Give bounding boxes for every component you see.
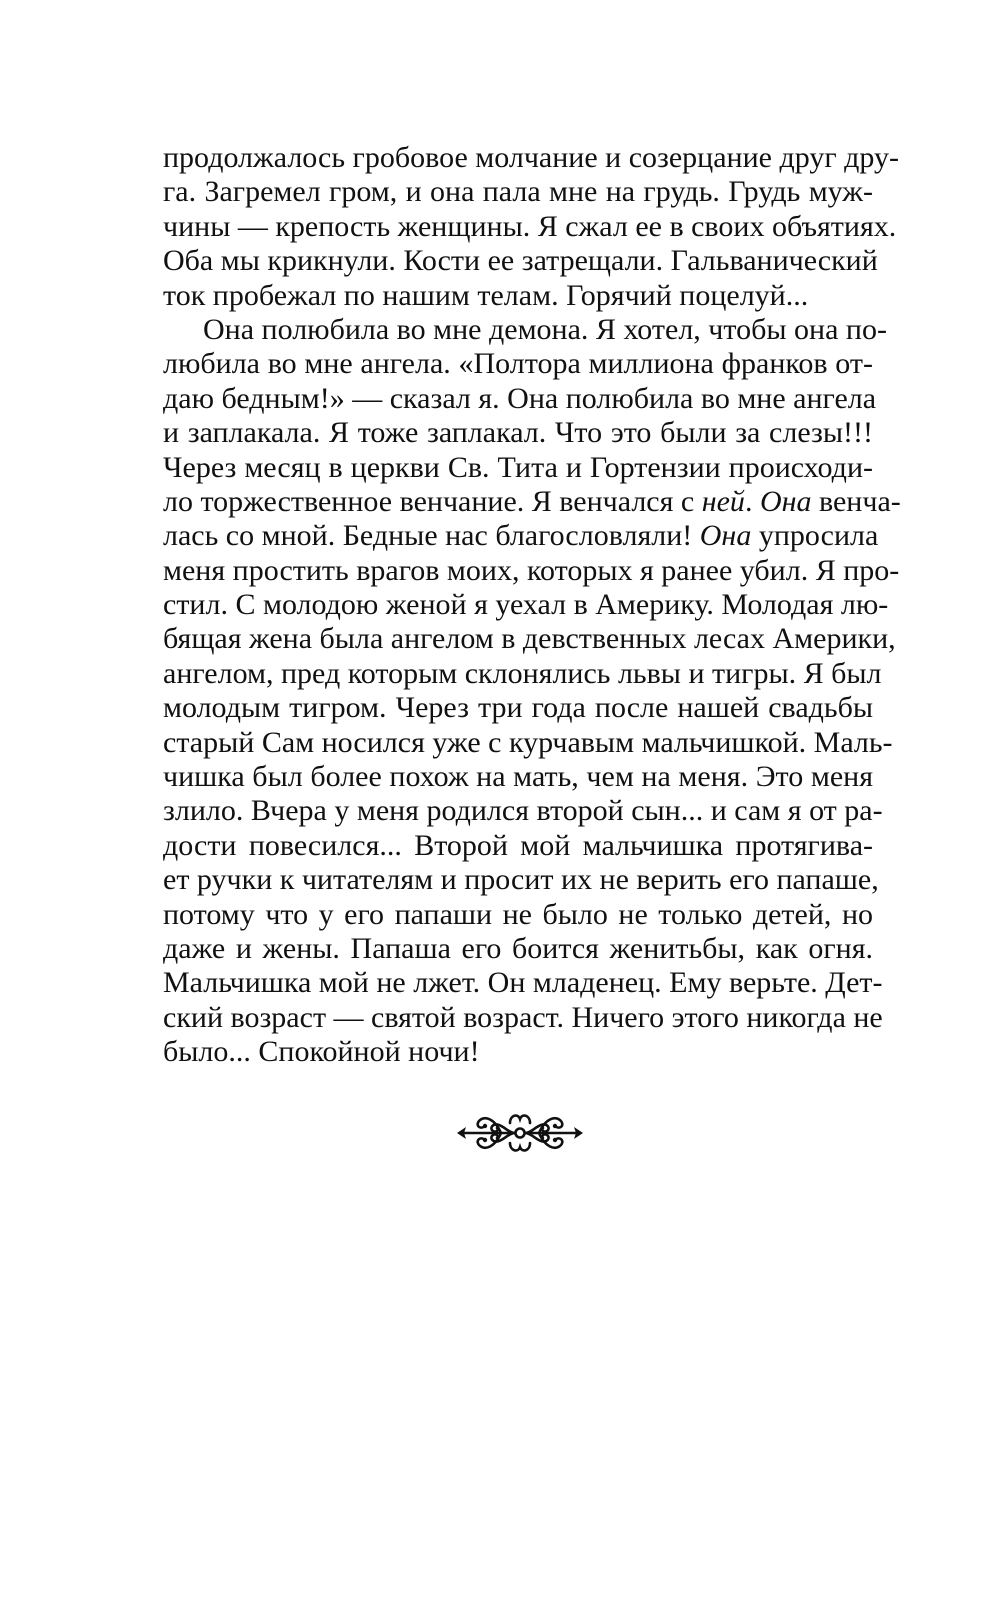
text-segment: .	[744, 484, 760, 518]
text-line	[163, 519, 879, 553]
text-line	[163, 347, 873, 381]
text-line	[163, 484, 901, 519]
text-segment: даю бедным!» — сказал я. Она полюбила во мне ангела	[163, 381, 877, 415]
text-line	[163, 898, 873, 932]
text-segment: стил. С молодою женой я уехал в Америку. Молодая лю-	[163, 588, 889, 622]
text-line	[163, 312, 887, 347]
text-segment: меня простить врагов моих, которых я ранее убил. Я про-	[163, 553, 900, 587]
text-segment: чишка был более похож на мать, чем на меня. Это меня	[163, 760, 873, 794]
text-segment: любила во мне ангела. «Полтора миллиона франков от-	[163, 347, 873, 381]
text-line	[163, 588, 889, 622]
text-line	[163, 175, 873, 209]
text-line	[163, 141, 900, 175]
text-segment: лась со мной. Бедные нас благословляли!	[163, 519, 700, 553]
text-line	[163, 794, 883, 828]
text-line	[163, 1035, 873, 1069]
text-line	[163, 622, 896, 656]
text-segment: ский возраст — святой возраст. Ничего этого никогда не	[163, 1000, 883, 1034]
text-line	[163, 725, 893, 760]
text-segment: Оба мы крикнули. Кости ее затрещали. Гальванический	[163, 244, 878, 278]
text-segment: старый Сам носился уже с курчавым мальчишкой. Маль-	[163, 725, 893, 759]
text-segment: ло торжественное венчание. Я венчался с	[163, 484, 702, 518]
text-segment: потому что у его папаши не было не только детей, но	[163, 897, 873, 931]
text-line	[163, 416, 873, 450]
italic-text: ней	[701, 484, 745, 518]
text-segment: ток пробежал по нашим телам. Горячий поцелуй...	[163, 278, 809, 312]
text-line	[163, 932, 873, 966]
text-line	[163, 863, 879, 897]
text-line	[163, 829, 873, 863]
text-segment: венча-	[811, 484, 901, 518]
text-segment: га. Загремел гром, и она пала мне на грудь. Грудь муж-	[163, 175, 873, 209]
text-line	[163, 966, 883, 1000]
text-line	[163, 381, 877, 416]
text-segment: ет ручки к читателям и просит их не верить его папаше,	[163, 863, 879, 897]
body-text	[163, 141, 901, 1070]
text-line	[163, 656, 882, 691]
text-line	[163, 553, 900, 588]
text-line	[163, 451, 873, 485]
fleuron-ornament-icon	[455, 1093, 585, 1153]
italic-text: Она	[699, 519, 752, 553]
text-line	[163, 209, 897, 244]
text-segment: злило. Вчера у меня родился второй сын... и сам я от ра-	[163, 794, 883, 828]
text-segment: Мальчишка мой не лжет. Он младенец. Ему верьте. Дет-	[163, 966, 883, 1000]
text-line	[163, 691, 873, 725]
text-segment: даже и жены. Папаша его боится женитьбы, как огня.	[163, 931, 873, 965]
text-segment: молодым тигром. Через три года после нашей свадьбы	[163, 691, 873, 725]
text-segment: продолжалось гробовое молчание и созерцание друг дру-	[163, 141, 900, 174]
text-segment: Через месяц в церкви Св. Тита и Гортензии происходи-	[163, 450, 873, 484]
text-line	[163, 279, 873, 313]
text-segment: было... Спокойной ночи!	[163, 1035, 480, 1069]
text-segment: Она полюбила во мне демона. Я хотел, чтобы она по-	[203, 312, 887, 346]
text-segment: дости повесился... Второй мой мальчишка протягива-	[163, 828, 873, 862]
text-line	[163, 760, 873, 794]
text-segment: чины — крепость женщины. Я сжал ее в своих объятиях.	[163, 209, 897, 243]
text-segment: и заплакала. Я тоже заплакал. Что это были за слезы!!!	[163, 416, 873, 450]
text-line	[163, 244, 878, 278]
text-segment: бящая жена была ангелом в девственных лесах Америки,	[163, 622, 896, 656]
text-segment: упросила	[751, 519, 879, 553]
text-segment: ангелом, пред которым склонялись львы и тигры. Я был	[163, 656, 882, 690]
text-line	[163, 1000, 883, 1035]
italic-text: Она	[759, 484, 812, 518]
